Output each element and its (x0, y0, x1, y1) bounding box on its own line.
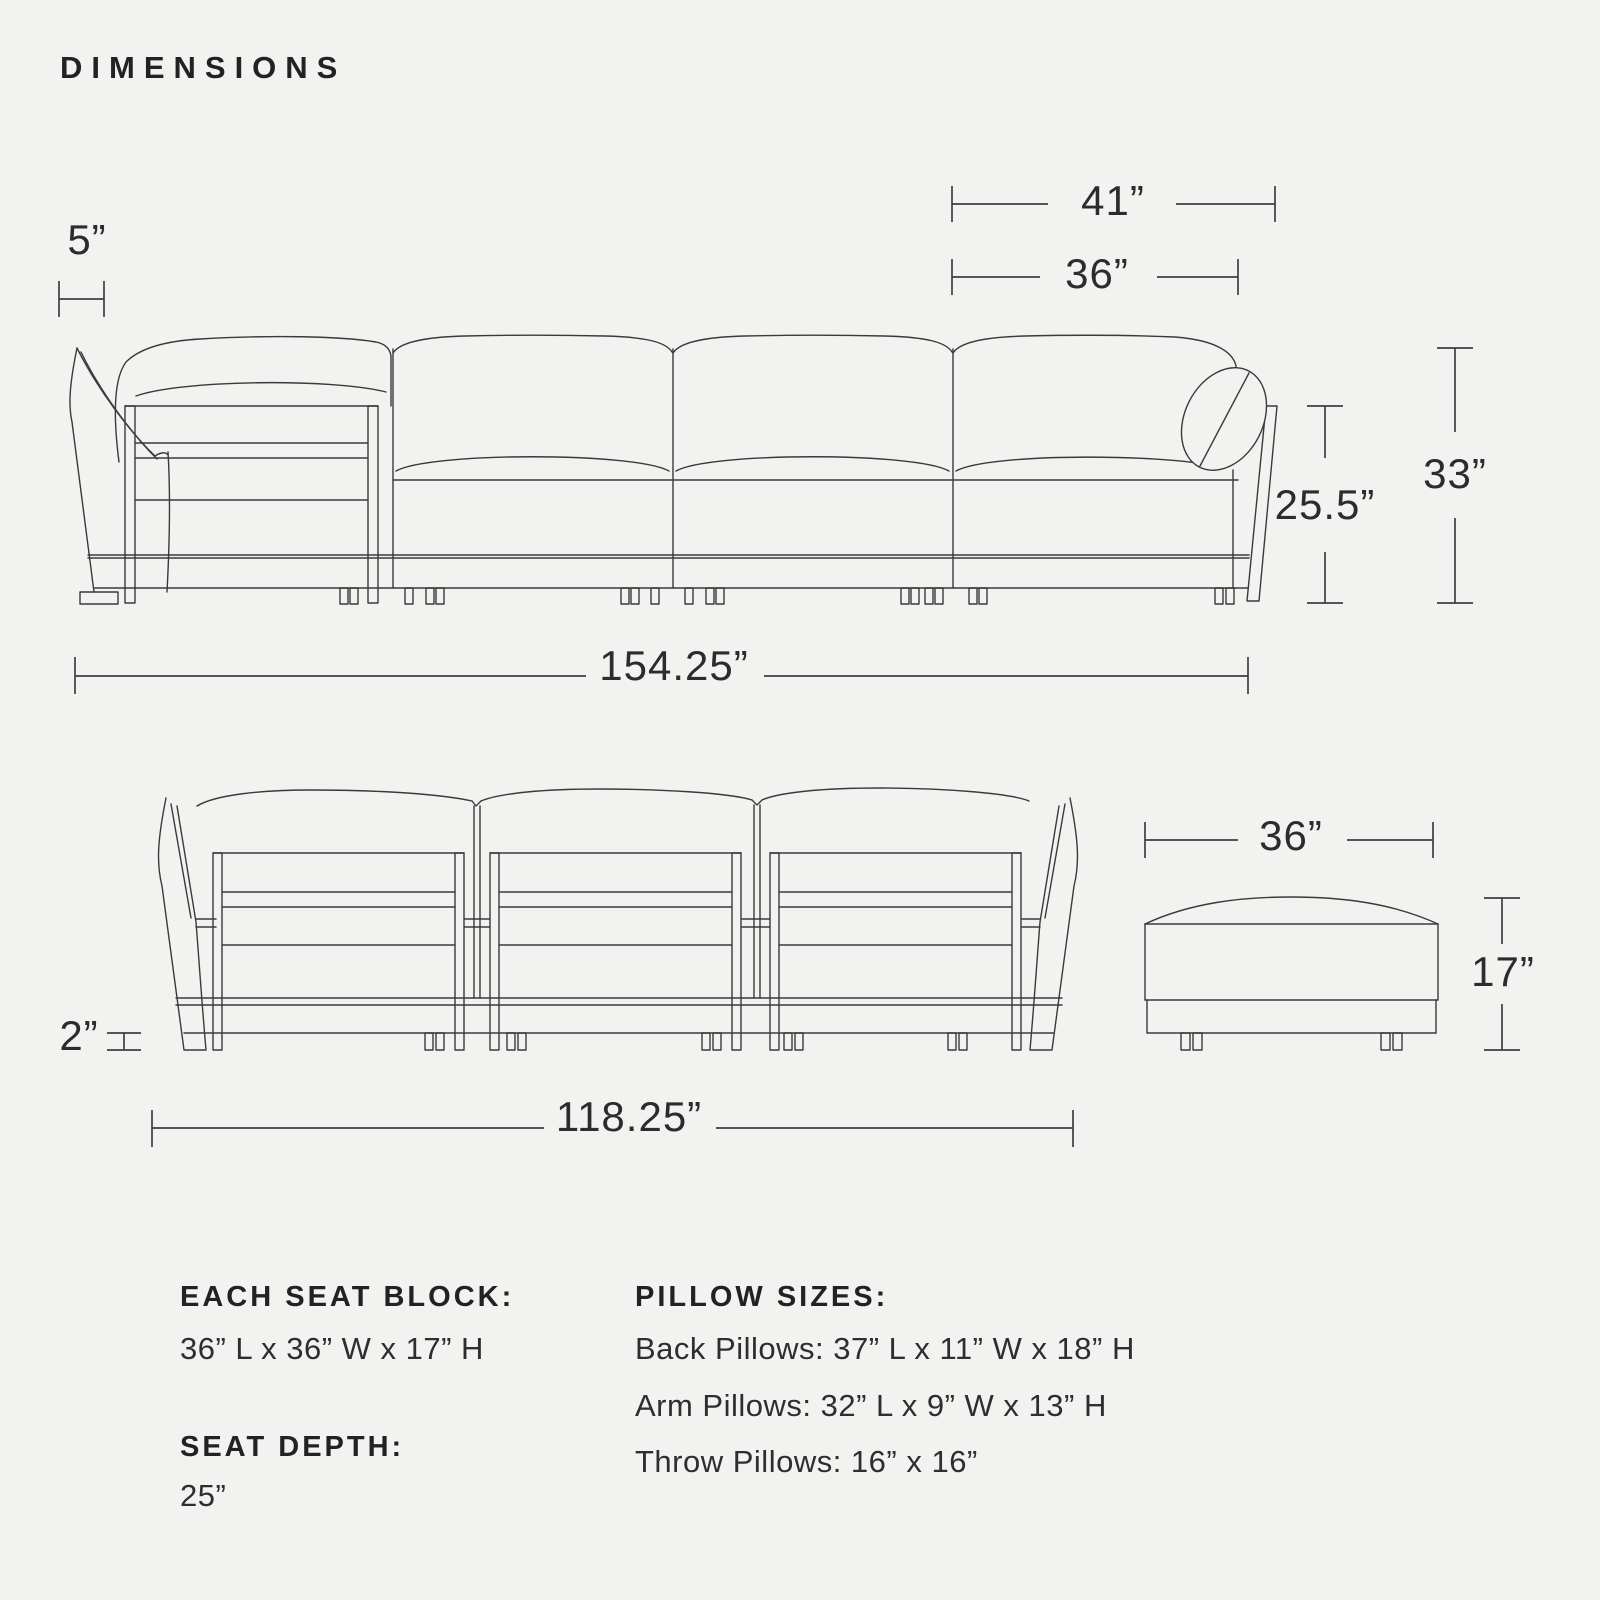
dim-label-leg-height: 2” (59, 1012, 99, 1059)
dim-label-seat-module-width: 36” (1065, 250, 1129, 297)
sofa-back-view-drawing (159, 788, 1078, 1050)
dim-label-arm-width: 5” (67, 216, 107, 263)
seat-block-value: 36” L x 36” W x 17” H (180, 1331, 484, 1366)
dim-label-overall-height: 33” (1423, 450, 1487, 497)
page-title: DIMENSIONS (60, 50, 347, 85)
front-view-legs (340, 588, 1234, 604)
dim-label-seat-back-height: 25.5” (1274, 481, 1376, 528)
ottoman-drawing (1145, 897, 1438, 1050)
pillow-size-item: Arm Pillows: 32” L x 9” W x 13” H (635, 1388, 1107, 1423)
pillow-size-item: Back Pillows: 37” L x 11” W x 18” H (635, 1331, 1135, 1366)
seat-depth-heading: SEAT DEPTH: (180, 1431, 405, 1463)
seat-block-heading: EACH SEAT BLOCK: (180, 1281, 515, 1313)
dim-label-ottoman-height: 17” (1471, 948, 1535, 995)
back-view-legs (425, 1033, 967, 1050)
dim-label-arm-module-width: 41” (1081, 177, 1145, 224)
seat-depth-value: 25” (180, 1478, 227, 1513)
dimension-lines (59, 186, 1520, 1147)
pillow-sizes-heading: PILLOW SIZES: (635, 1281, 889, 1313)
sofa-front-view-drawing (70, 335, 1283, 604)
dim-label-ottoman-width: 36” (1259, 812, 1323, 859)
pillow-size-item: Throw Pillows: 16” x 16” (635, 1444, 978, 1479)
dim-arm-width-5in (59, 281, 104, 317)
dim-label-back-width: 118.25” (555, 1093, 703, 1140)
dim-leg-height-2in (107, 1033, 141, 1050)
dim-label-overall-width: 154.25” (599, 642, 749, 689)
